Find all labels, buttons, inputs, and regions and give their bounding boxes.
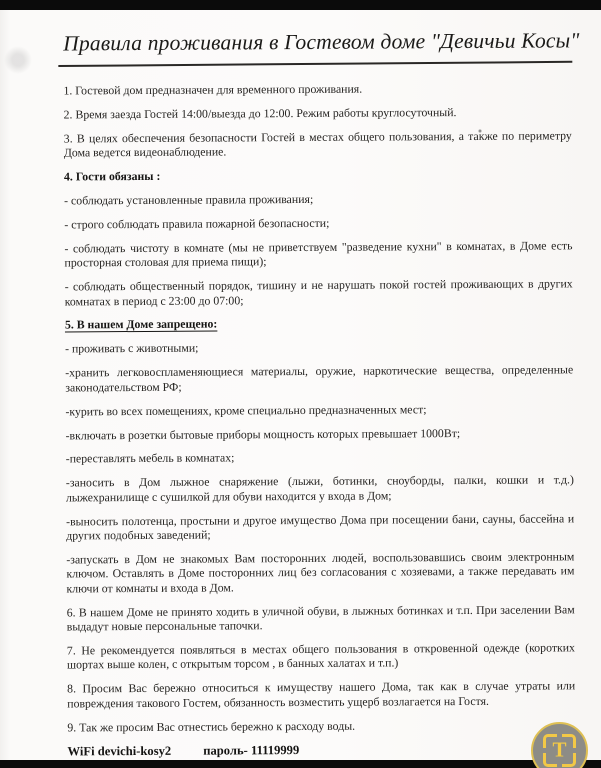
- obligation-item-2: - строго соблюдать правила пожарной безопасности;: [64, 215, 330, 232]
- top-letterbox-bar: [0, 0, 601, 10]
- scan-button-letter: Т: [552, 737, 567, 761]
- obligation-item-4: - соблюдать общественный порядок, тишину и не нарушать покой гостей проживающих в других комнатах в период с 23:00 до 07:00;: [64, 276, 573, 309]
- title-underline: [58, 61, 572, 67]
- prohibition-item-7: -выносить полотенца, простыни и другое имущество Дома при посещении бани, сауны, бассейна и других подобных заведений;: [66, 510, 575, 543]
- rule-3-cctv: 3. В целях обеспечения безопасности Гостей в местах общего пользования, а также по периметру Дома ведется видеонаблюдение.: [63, 128, 572, 160]
- prohibition-item-1: - проживать с животными;: [65, 341, 199, 356]
- wifi-password: пароль- 11119999: [203, 742, 300, 758]
- section-4-heading: 4. Гости обязаны :: [63, 168, 161, 184]
- section-5-heading: 5. В нашем Доме запрещено:: [64, 316, 218, 332]
- prohibition-item-4: -включать в розетки бытовые приборы мощность которых превышает 1000Вт;: [65, 425, 461, 442]
- rule-9-water: 9. Так же просим Вас отнестись бережно к расходу воды.: [67, 718, 356, 735]
- rule-2-checkin-times: 2. Время заезда Гостей 14:00/выезда до 12:00. Режим работы круглосуточный.: [63, 104, 457, 122]
- wifi-ssid: WiFi devichi-kosy2: [67, 743, 172, 758]
- prohibition-item-5: -переставлять мебель в комнатах;: [65, 450, 235, 466]
- rule-8-property: 8. Просим Вас бережно относиться к имуществу нашего Дома, так как в случае утраты или повреждения такового Гостем, обязанность возместить ущерб возлагается на Гостя.: [67, 678, 576, 711]
- page-title: Правила проживания в Гостевом доме "Девичьи Косы": [63, 28, 580, 56]
- obligation-item-3: - соблюдать чистоту в комнате (мы не приветствуем "разведение кухни" в комнатах, в Доме есть просторная столовая для приема пищи);: [64, 238, 573, 270]
- prohibition-item-8: -запускать в Дом не знакомых Вам посторонних людей, воспользовавшись своим электронным ключом. Оставлять в Доме посторонних лиц без согласования с хозяевами, а также передавать им ключи от комнаты и входа в Дом.: [66, 549, 575, 596]
- rules-list: [63, 80, 575, 734]
- prohibition-item-3: -курить во всех помещениях, кроме специально предназначенных мест;: [65, 401, 427, 419]
- prohibition-item-2: -хранить легковоспламеняющиеся материалы, оружие, наркотические вещества, определенные законодательством РФ;: [65, 362, 574, 395]
- prohibition-item-6: -заносить в Дом лыжное снаряжение (лыжи, ботинки, сноуборды, палки, кошки и т.д.) лыжехранилище с сушилкой для обуви находится у входа в Дом;: [65, 472, 574, 505]
- document-page: [0, 8, 601, 768]
- obligation-item-1: - соблюдать установленные правила проживания;: [64, 191, 314, 208]
- bottom-letterbox-bar: [0, 760, 601, 768]
- rule-7-dress-code: 7. Не рекомендуется появляться в местах общего пользования в откровенной одежде (коротких шортах выше колен, с открытым торсом , в банных халатах и т.п.): [66, 640, 575, 672]
- rule-1: 1. Гостевой дом предназначен для временного проживания.: [63, 81, 363, 98]
- wifi-credentials: [67, 741, 575, 759]
- rule-6-slippers: 6. В нашем Доме не принято ходить в уличной обуви, в лыжных ботинках и т.п. При заселении Вам выдадут новые персональные тапочки.: [66, 601, 575, 634]
